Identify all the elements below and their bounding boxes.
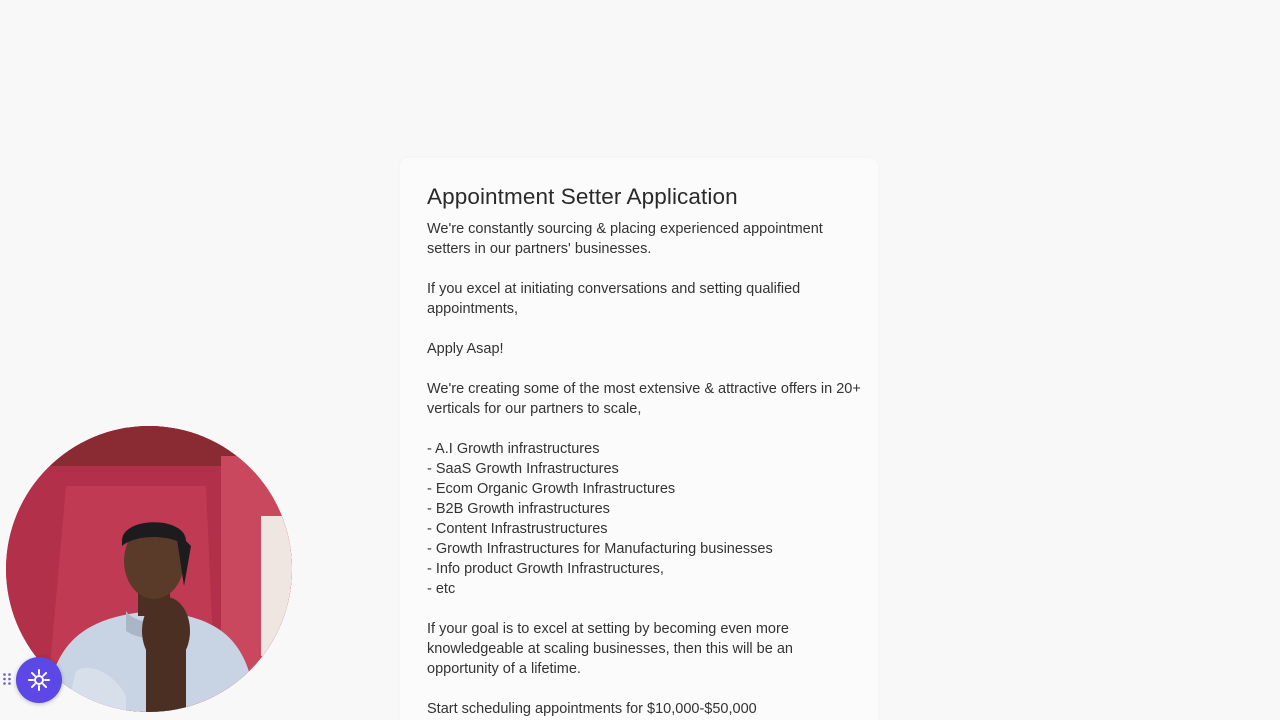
list-item: - etc [427, 581, 456, 597]
list-item: - B2B Growth infrastructures [427, 501, 610, 517]
list-item: - SaaS Growth Infrastructures [427, 461, 619, 477]
spacer [427, 679, 867, 699]
list-item: - Growth Infrastructures for Manufacturing businesses [427, 541, 773, 557]
form-title: Appointment Setter Application [427, 184, 738, 209]
verticals-list [427, 439, 867, 599]
list-item: - A.I Growth infrastructures [427, 441, 600, 457]
offers-paragraph: We're creating some of the most extensive & attractive offers in 20+ verticals for our partners to scale, [427, 381, 861, 417]
apply-paragraph: Apply Asap! [427, 341, 504, 357]
goal-paragraph: If your goal is to excel at setting by becoming even more knowledgeable at scaling businesses, then this will be an opportunity of a lifetime. [427, 621, 793, 677]
drag-handle-icon[interactable] [2, 672, 14, 688]
spacer [427, 259, 867, 279]
spacer [427, 419, 867, 439]
gear-flower-icon [27, 668, 51, 692]
spacer [427, 359, 867, 379]
form-description [427, 219, 867, 719]
excel-paragraph: If you excel at initiating conversations and setting qualified appointments, [427, 281, 801, 317]
intro-paragraph: We're constantly sourcing & placing experienced appointment setters in our partners' businesses. [427, 221, 823, 257]
spacer [427, 319, 867, 339]
list-item: - Ecom Organic Growth Infrastructures [427, 481, 676, 497]
start-paragraph: Start scheduling appointments for $10,000-$50,000 [427, 701, 757, 717]
recorder-brand-button[interactable] [16, 657, 62, 703]
list-item: - Info product Growth Infrastructures, [427, 561, 664, 577]
list-item: - Content Infrastrustructures [427, 521, 608, 537]
spacer [427, 599, 867, 619]
